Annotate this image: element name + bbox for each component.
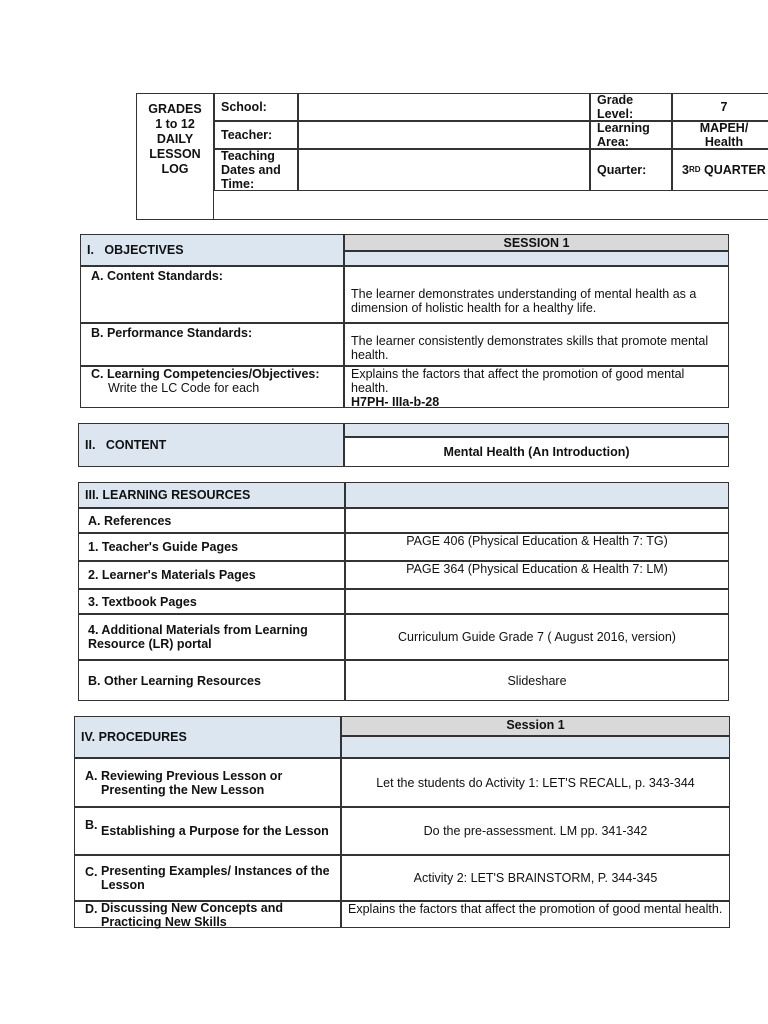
grade-level-label: Grade Level: bbox=[590, 93, 672, 121]
resources-heading: III. LEARNING RESOURCES bbox=[78, 482, 345, 508]
dll-title-line: 1 to 12 bbox=[155, 116, 195, 131]
resources-row-label: B. Other Learning Resources bbox=[78, 660, 345, 701]
resources-row-value: PAGE 406 (Physical Education & Health 7: TG) bbox=[345, 533, 729, 561]
resources-row-value: PAGE 364 (Physical Education & Health 7: LM) bbox=[345, 561, 729, 589]
procedure-row-value: Let the students do Activity 1: LET'S RECALL, p. 343-344 bbox=[341, 758, 730, 807]
procedures-session-subheader bbox=[341, 736, 730, 758]
procedures-heading: IV. PROCEDURES bbox=[74, 716, 341, 758]
resources-row-label: 3. Textbook Pages bbox=[78, 589, 345, 614]
performance-standards-value: The learner consistently demonstrates skills that promote mental health. bbox=[344, 323, 729, 366]
procedure-row-value: Activity 2: LET'S BRAINSTORM, P. 344-345 bbox=[341, 855, 730, 901]
learning-area-label: Learning Area: bbox=[590, 121, 672, 149]
procedure-row-marker: B. bbox=[85, 818, 98, 832]
resources-row-label: 2. Learner's Materials Pages bbox=[78, 561, 345, 589]
content-standards-value: The learner demonstrates understanding of mental health as a dimension of holistic health for a healthy life. bbox=[344, 266, 729, 323]
procedure-row-marker: D. bbox=[85, 902, 98, 916]
objectives-session-subheader bbox=[344, 251, 729, 266]
performance-standards-label: B. Performance Standards: bbox=[80, 323, 344, 366]
procedure-row-marker: A. bbox=[85, 769, 98, 783]
resources-row-value bbox=[345, 508, 729, 533]
content-standards-label: A. Content Standards: bbox=[80, 266, 344, 323]
quarter-value: 3 RD QUARTER bbox=[672, 149, 768, 191]
dates-label: Teaching Dates and Time: bbox=[214, 149, 298, 191]
competencies-label-title: C. Learning Competencies/Objectives: bbox=[91, 367, 320, 381]
competencies-label bbox=[80, 366, 344, 408]
content-heading-text: II. CONTENT bbox=[85, 438, 167, 452]
content-heading bbox=[78, 423, 344, 467]
grade-level-value: 7 bbox=[672, 93, 768, 121]
procedure-row-label bbox=[74, 855, 341, 901]
procedure-row-marker: C. bbox=[85, 865, 98, 879]
teacher-field[interactable] bbox=[298, 121, 590, 149]
procedures-session-header: Session 1 bbox=[341, 716, 730, 736]
procedure-row-label bbox=[74, 758, 341, 807]
competencies-value bbox=[344, 366, 729, 408]
dll-title bbox=[136, 93, 214, 220]
dll-title-line: GRADES bbox=[148, 101, 202, 116]
resources-row-label-text: 4. Additional Materials from Learning Resource (LR) portal bbox=[88, 623, 308, 651]
objectives-heading bbox=[80, 234, 344, 266]
school-field[interactable] bbox=[298, 93, 590, 121]
dll-title-line: DAILY bbox=[156, 131, 194, 146]
competencies-label-note: Write the LC Code for each bbox=[108, 381, 260, 395]
procedure-row-label-text: Establishing a Purpose for the Lesson bbox=[101, 824, 329, 838]
teacher-label: Teacher: bbox=[214, 121, 298, 149]
procedure-row-label-text: Reviewing Previous Lesson or Presenting the New Lesson bbox=[101, 768, 283, 797]
quarter-value-num: 3 bbox=[682, 163, 689, 177]
content-session-subheader bbox=[344, 423, 729, 437]
procedure-row-label-text: Discussing New Concepts and Practicing New Skills bbox=[101, 900, 283, 929]
learning-area-value: MAPEH/ Health bbox=[672, 121, 768, 149]
quarter-label: Quarter: bbox=[590, 149, 672, 191]
content-value: Mental Health (An Introduction) bbox=[344, 437, 729, 467]
procedure-row-label bbox=[74, 901, 341, 928]
resources-row-label bbox=[78, 614, 345, 660]
procedure-row-value: Explains the factors that affect the promotion of good mental health. bbox=[341, 901, 730, 928]
procedure-row-label bbox=[74, 807, 341, 855]
resources-row-label: 1. Teacher's Guide Pages bbox=[78, 533, 345, 561]
resources-row-label: A. References bbox=[78, 508, 345, 533]
resources-row-value: Curriculum Guide Grade 7 ( August 2016, version) bbox=[345, 614, 729, 660]
school-label: School: bbox=[214, 93, 298, 121]
procedure-row-label-text: Presenting Examples/ Instances of the Lesson bbox=[101, 864, 330, 892]
lc-code: H7PH- IIIa-b-28 bbox=[351, 395, 440, 409]
objectives-session-header: SESSION 1 bbox=[344, 234, 729, 251]
resources-row-value bbox=[345, 589, 729, 614]
competencies-text: Explains the factors that affect the promotion of good mental health. bbox=[351, 367, 685, 395]
dates-field[interactable] bbox=[298, 149, 590, 191]
dll-title-line: LESSON bbox=[149, 146, 201, 161]
objectives-heading-text: I. OBJECTIVES bbox=[87, 243, 184, 257]
resources-row-value: Slideshare bbox=[345, 660, 729, 701]
quarter-value-text: QUARTER bbox=[700, 163, 766, 177]
dll-title-line: LOG bbox=[161, 161, 189, 176]
procedure-row-value: Do the pre-assessment. LM pp. 341-342 bbox=[341, 807, 730, 855]
resources-heading-right bbox=[345, 482, 729, 508]
